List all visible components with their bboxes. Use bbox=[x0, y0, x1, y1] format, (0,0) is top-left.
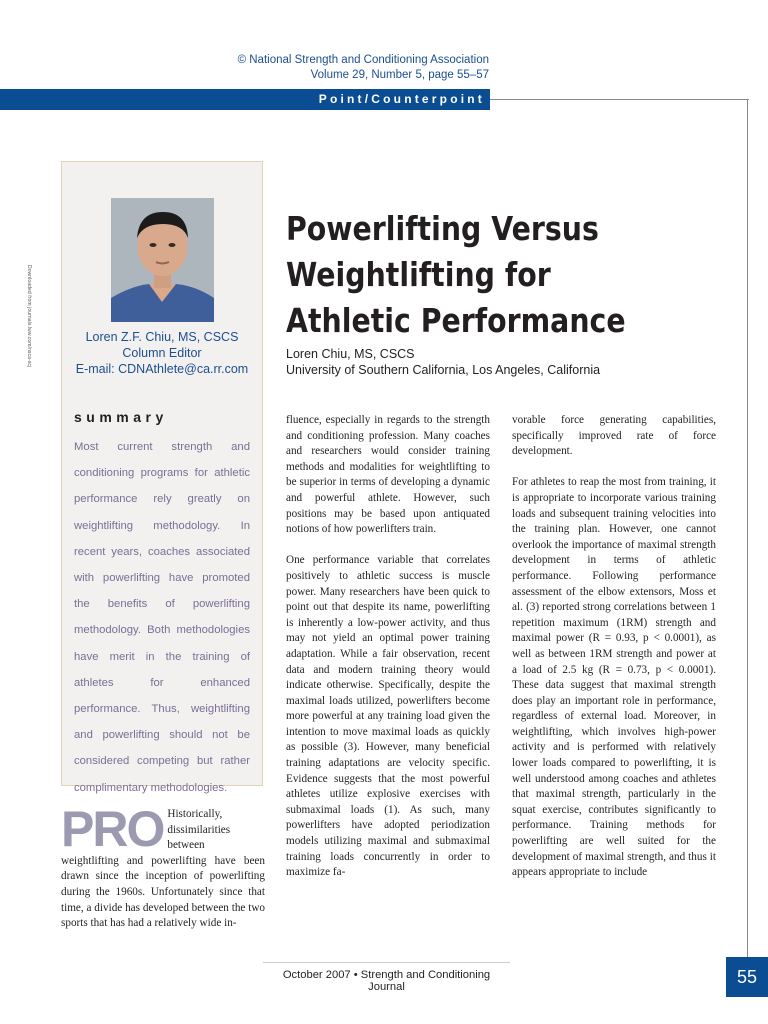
paragraph: fluence, especially in regards to the strength and conditioning profession. Many coaches and researchers would consider training methods and modalities for weightlifting to be superior in terms of developing a dynamic and powerful athlete. However, such positions may be based upon antiquated notions of how powerlifters train. bbox=[286, 414, 490, 536]
body-column-1 bbox=[61, 801, 265, 932]
paragraph: One performance variable that correlates positively to athletic success is muscle power. Many researchers have been quick to point out that despite its name, powerlifting is inherently a low-power activity, and thus may not yield an optimal power training adaptation. While a fair observation, recent data and modern training theory would indicate otherwise. Specifically, despite the maximal loads utilized, powerlifters become more powerful at any training load given the intention to move maximal loads as quickly as possible (3). However, many beneficial training adaptations are velocity specific. Evidence suggests that the most powerful athletes utilize explosive exercises with submaximal loads (1). As such, many powerlifters have adopted periodization models utilizing maximal and submaximal training loads concurrently in order to maximize fa- bbox=[286, 554, 490, 879]
editor-credits bbox=[62, 329, 262, 377]
article-title: Powerlifting Versus Weightlifting for Athletic Performance bbox=[286, 209, 626, 340]
copyright-block bbox=[238, 53, 489, 83]
editor-name: Loren Z.F. Chiu, MS, CSCS bbox=[85, 330, 239, 344]
section-label: Point/Counterpoint bbox=[318, 92, 485, 106]
body-column-3 bbox=[512, 413, 716, 881]
editor-sidebar bbox=[61, 161, 263, 794]
download-watermark: Downloaded from journals.lww.com/nsca-scj bbox=[26, 265, 32, 368]
editor-photo bbox=[111, 198, 214, 322]
summary-heading: summary bbox=[74, 409, 168, 425]
volume-line: Volume 29, Number 5, page 55–57 bbox=[310, 69, 489, 81]
body-column-2 bbox=[286, 413, 490, 881]
footer-rule bbox=[263, 962, 510, 963]
paragraph: vorable force generating capabilities, specifically improved rate of force development. bbox=[512, 414, 716, 458]
editor-email[interactable]: E-mail: CDNAthlete@ca.rr.com bbox=[75, 362, 249, 376]
page-number: 55 bbox=[726, 957, 768, 997]
frame-rule-right bbox=[747, 99, 748, 958]
journal-footer: October 2007 • Strength and Conditioning Journal bbox=[282, 969, 491, 993]
author-name: Loren Chiu, MS, CSCS bbox=[286, 347, 415, 361]
frame-rule-top bbox=[490, 99, 749, 100]
pro-dropcap: PRO bbox=[61, 801, 164, 857]
summary-text: Most current strength and conditioning programs for athletic performance rely greatly on weightlifting methodology. In recent years, coaches associated with powerlifting have promoted the benefits of powerlifting methodology. Both methodologies have merit in the training of athletes for enhanced performance. Thus, weightlifting and powerlifting should not be considered competing but rather complimentary methodologies. bbox=[74, 441, 250, 794]
byline bbox=[286, 346, 600, 378]
paragraph: Historically, dissimilarities between weightlifting and powerlifting have been drawn since the inception of powerlifting during the 1960s. Unfortunately since that time, a divide has developed between the two sports that has had a relatively wide in- bbox=[61, 808, 265, 930]
editor-role: Column Editor bbox=[122, 346, 202, 360]
copyright-line: © National Strength and Conditioning Association bbox=[237, 54, 489, 66]
paragraph: For athletes to reap the most from training, it is appropriate to incorporate various training loads and subsequent training velocities into the training plan. However, one cannot overlook the importance of maximal strength development in terms of athletic performance. Following performance assessment of the elbow extensors, Moss et al. (3) reported strong correlations between 1 repetition maximum (1RM) strength and maximal power (R = 0.93, p < 0.0001), as well as between 1RM strength and power at a load of 2.5 kg (R = 0.73, p < 0.0001). These data suggest that maximal strength does play an important role in performance, regardless of external load. Moreover, in weightlifting, which involves high-power activity and is performed with relatively lower loads compared to powerlifting, it is well understood among coaches and athletes that maximal strength, particularly in the squat exercise, contributes significantly to performance. Training methods for powerlifting are well suited for the development of maximal strength, and thus it appears appropriate to include bbox=[512, 476, 716, 879]
section-band bbox=[0, 89, 490, 110]
author-affiliation: University of Southern California, Los Angeles, California bbox=[286, 363, 601, 377]
